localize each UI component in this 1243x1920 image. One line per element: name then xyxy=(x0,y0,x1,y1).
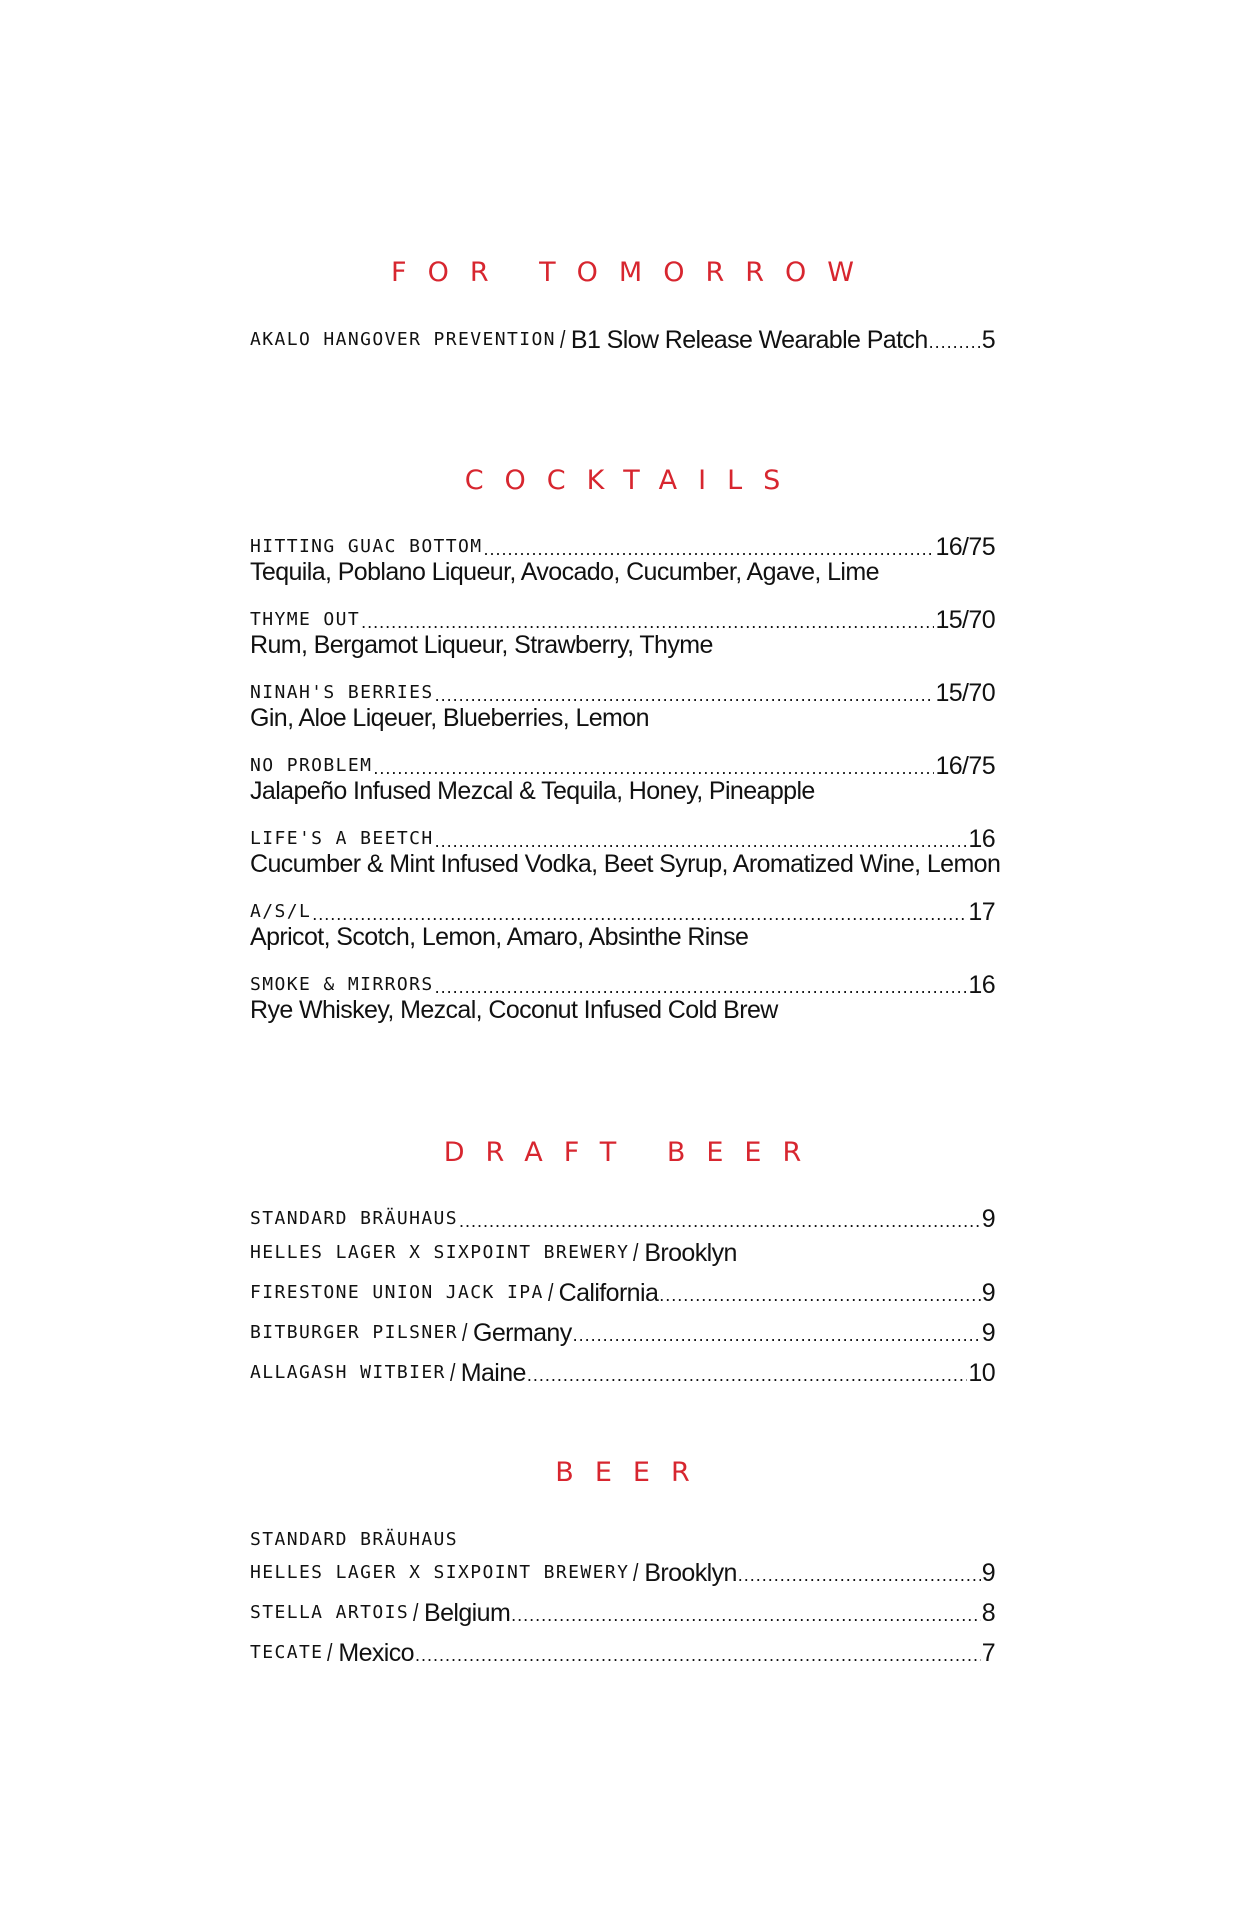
item-price: 8 xyxy=(981,1599,995,1627)
item-name: HITTING GUAC BOTTOM xyxy=(250,536,483,557)
dot-leader xyxy=(415,1643,981,1667)
item-origin: Maine xyxy=(460,1359,526,1387)
item-price: 7 xyxy=(981,1639,995,1667)
item-origin: Mexico xyxy=(338,1639,414,1667)
dot-leader xyxy=(511,1603,981,1627)
menu-item xyxy=(250,1271,995,1307)
item-name: STANDARD BRÄUHAUS xyxy=(250,1529,459,1550)
item-name: ALLAGASH WITBIER xyxy=(250,1362,446,1383)
menu-item xyxy=(250,598,995,634)
item-separator: / xyxy=(462,1319,468,1347)
item-name: STANDARD BRÄUHAUS xyxy=(250,1208,459,1229)
item-origin: California xyxy=(558,1279,659,1307)
item-separator: / xyxy=(449,1359,456,1387)
item-separator: / xyxy=(559,326,566,354)
item-price: 16 xyxy=(968,825,995,853)
item-price: 16/75 xyxy=(935,533,995,561)
menu-item xyxy=(250,1231,995,1267)
item-origin: Brooklyn xyxy=(644,1559,737,1587)
item-name: STELLA ARTOIS xyxy=(250,1602,410,1623)
menu-item xyxy=(250,1351,995,1387)
item-price: 15/70 xyxy=(935,606,995,634)
menu-item xyxy=(250,1591,995,1627)
item-description: Jalapeño Infused Mezcal & Tequila, Honey, Pineapple xyxy=(250,777,815,805)
item-name: AKALO HANGOVER PREVENTION xyxy=(250,329,556,350)
item-price: 9 xyxy=(981,1319,995,1347)
item-separator: / xyxy=(413,1599,419,1627)
menu-item xyxy=(250,671,995,707)
dot-leader xyxy=(659,1283,980,1307)
item-description: Rye Whiskey, Mezcal, Coconut Infused Cold Brew xyxy=(250,996,778,1024)
item-separator: / xyxy=(547,1279,554,1307)
item-name: NINAH'S BERRIES xyxy=(250,682,434,703)
menu-item xyxy=(250,890,995,926)
item-origin: Germany xyxy=(472,1319,572,1347)
menu-item xyxy=(250,1311,995,1347)
menu-item xyxy=(250,318,995,354)
item-origin: Brooklyn xyxy=(644,1239,737,1267)
menu-item xyxy=(250,1631,995,1667)
section-title-cocktails: COCKTAILS xyxy=(464,465,802,496)
item-description: Apricot, Scotch, Lemon, Amaro, Absinthe Rinse xyxy=(250,923,749,951)
section-title-draft-beer: DRAFT BEER xyxy=(443,1137,823,1168)
menu-item xyxy=(250,963,995,999)
item-name: LIFE'S A BEETCH xyxy=(250,828,434,849)
item-name: SMOKE & MIRRORS xyxy=(250,974,434,995)
item-name: A/S/L xyxy=(250,901,312,922)
item-price: 9 xyxy=(981,1279,995,1307)
item-price: 10 xyxy=(968,1359,995,1387)
item-description: Cucumber & Mint Infused Vodka, Beet Syrup, Aromatized Wine, Lemon xyxy=(250,850,1001,878)
item-name: FIRESTONE UNION JACK IPA xyxy=(250,1282,544,1303)
item-origin: B1 Slow Release Wearable Patch xyxy=(570,326,928,354)
item-name: HELLES LAGER X SIXPOINT BREWERY xyxy=(250,1242,630,1263)
item-price: 16 xyxy=(968,971,995,999)
menu-item xyxy=(250,1197,995,1233)
item-separator: / xyxy=(633,1559,639,1587)
item-separator: / xyxy=(327,1639,333,1667)
menu-item xyxy=(250,744,995,780)
item-price: 17 xyxy=(968,898,995,926)
item-price: 9 xyxy=(981,1205,995,1233)
menu-item xyxy=(250,1518,995,1554)
menu-item xyxy=(250,525,995,561)
item-price: 16/75 xyxy=(935,752,995,780)
item-description: Tequila, Poblano Liqueur, Avocado, Cucumber, Agave, Lime xyxy=(250,558,879,586)
item-price: 15/70 xyxy=(935,679,995,707)
item-description: Gin, Aloe Liqeuer, Blueberries, Lemon xyxy=(250,704,649,732)
item-name: BITBURGER PILSNER xyxy=(250,1322,459,1343)
dot-leader xyxy=(527,1363,968,1387)
item-description: Rum, Bergamot Liqueur, Strawberry, Thyme xyxy=(250,631,713,659)
dot-leader xyxy=(573,1323,981,1347)
item-origin: Belgium xyxy=(424,1599,511,1627)
item-separator: / xyxy=(633,1239,639,1267)
section-title-beer: BEER xyxy=(555,1457,711,1488)
dot-leader xyxy=(738,1563,981,1587)
item-name: THYME OUT xyxy=(250,609,361,630)
item-name: TECATE xyxy=(250,1642,324,1663)
item-name: NO PROBLEM xyxy=(250,755,373,776)
item-price: 9 xyxy=(981,1559,995,1587)
menu-item xyxy=(250,1551,995,1587)
section-title-for-tomorrow: FOR TOMORROW xyxy=(391,257,875,288)
item-name: HELLES LAGER X SIXPOINT BREWERY xyxy=(250,1562,630,1583)
menu-item xyxy=(250,817,995,853)
item-price: 5 xyxy=(981,326,995,354)
dot-leader xyxy=(459,1209,981,1233)
dot-leader xyxy=(929,330,981,354)
